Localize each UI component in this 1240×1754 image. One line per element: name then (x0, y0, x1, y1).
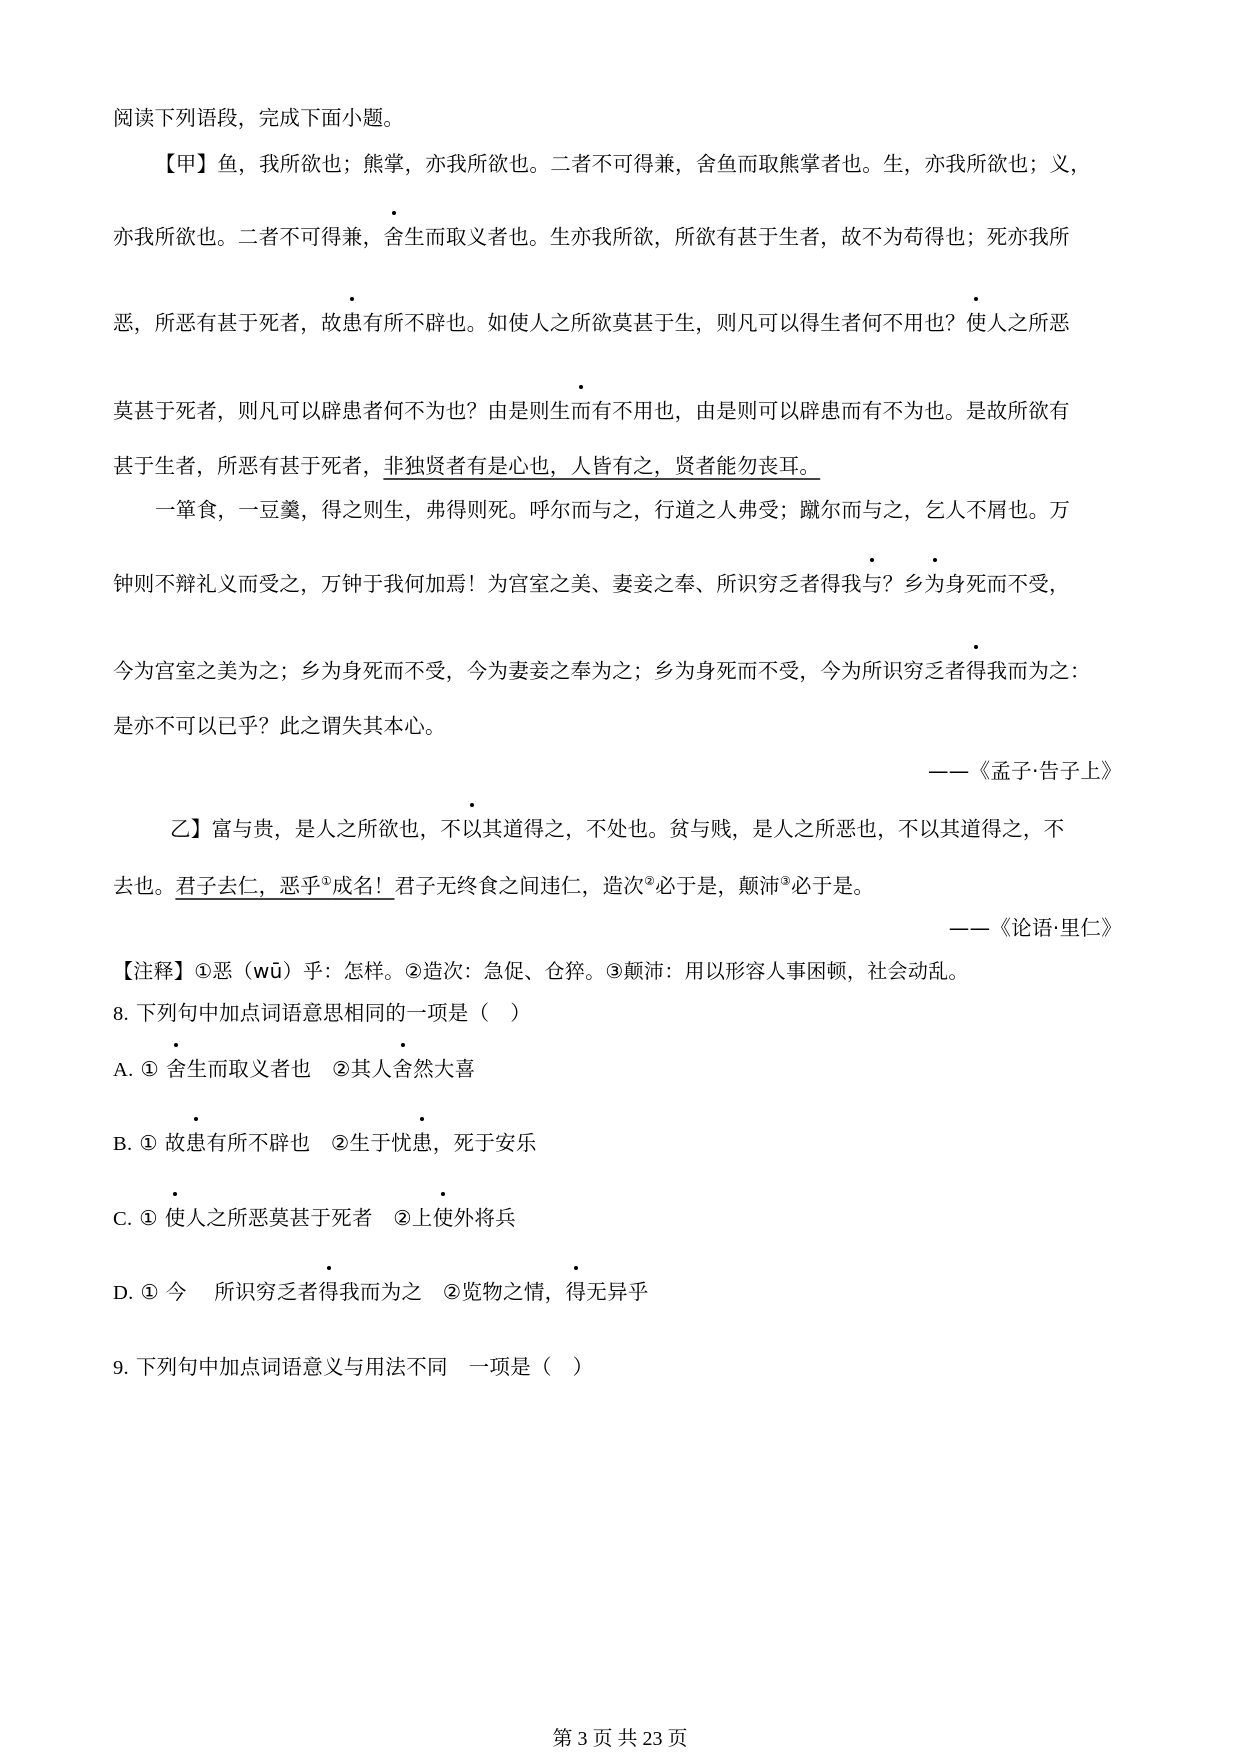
passage-jia-line-9: 是亦不可以已乎？此之谓失其本心。 (113, 714, 446, 738)
emphasis-dot-word: 使 (966, 308, 987, 338)
option-d[interactable]: D. ① 今 所识穷乏者得我而为之 ②览物之情，得无异乎 (113, 1277, 649, 1308)
emphasis-dot-word: 患 (412, 1128, 433, 1158)
question-number: 8. (113, 1003, 129, 1025)
annotation-notes: 【注释】①恶（wū）乎：怎样。②造次：急促、仓猝。③颠沛：用以形容人事困顿，社会动乱。 (113, 959, 969, 983)
instruction-text: 阅读下列语段，完成下面小题。 (113, 106, 405, 130)
option-label: B. (113, 1133, 133, 1155)
question-number: 9. (113, 1357, 129, 1379)
option-b[interactable]: B. ① 故患有所不辟也 ②生于忧患，死于安乐 (113, 1128, 537, 1159)
source-citation-analects: ——《论语·里仁》 (948, 916, 1122, 940)
underlined-sentence: 非独贤者有是心也，人皆有之，贤者能勿丧耳。 (383, 454, 821, 478)
option-label: A. (113, 1059, 134, 1081)
question-stem: 下列句中加点词语意思相同的一项是（ ） (135, 1001, 532, 1025)
emphasis-dot-word: 得 (966, 656, 987, 686)
passage-jia-line-6: 一箪食，一豆羹，得之则生，弗得则死。呼尔而与之，行道之人弗受；蹴尔而与之，乞人不屑也。万 (155, 498, 1071, 522)
emphasis-dot-word: 得 (318, 1277, 339, 1307)
underlined-sentence: 君子去仁，恶乎①成名！ (175, 874, 395, 898)
question-stem: 下列句中加点词语意义与用法不同 一项是（ ） (135, 1355, 594, 1379)
passage-jia-line-8: 今为宫室之美为之；乡为身死而不受，今为妻妾之奉为之；乡为身死而不受，今为所识穷乏者得我而为之： (113, 656, 1091, 686)
emphasis-dot-word: 使 (165, 1203, 186, 1233)
source-citation-mencius: ——《孟子·告子上》 (927, 759, 1122, 783)
option-label: C. (113, 1208, 133, 1230)
page-footer: 第 3 页 共 23 页 (552, 1728, 688, 1750)
passage-jia-line-1: 【甲】鱼，我所欲也；熊掌，亦我所欲也。二者不可得兼，舍鱼而取熊掌者也。生，亦我所欲也；义， (155, 152, 1092, 176)
emphasis-dot-word: 舍 (392, 1054, 413, 1084)
option-a[interactable]: A. ① 舍生而取义者也 ②其人舍然大喜 (113, 1054, 475, 1085)
emphasis-dot-word: 与 (862, 569, 883, 599)
footnote-marker-1: ① (321, 874, 333, 888)
emphasis-dot-word: 患 (186, 1128, 207, 1158)
passage-yi-line-2: 去也。君子去仁，恶乎①成名！君子无终食之间违仁，造次②必于是，颠沛③必于是。 (113, 874, 875, 898)
option-label: D. (113, 1282, 134, 1304)
passage-label-jia: 【甲】 (155, 152, 218, 176)
question-9 (113, 1352, 593, 1383)
footnote-marker-3: ③ (779, 874, 792, 888)
emphasis-dot-word: 得 (565, 1277, 586, 1307)
emphasis-dot-word: 舍 (166, 1054, 187, 1084)
emphasis-dot-word: 为 (924, 569, 945, 599)
passage-jia-line-2: 亦我所欲也。二者不可得兼，舍生而取义者也。生亦我所欲，所欲有甚于生者，故不为苟得也；死亦我所 (113, 222, 1070, 252)
passage-jia-line-4: 莫甚于死者，则凡可以辟患者何不为也？由是则生而有不用也，由是则可以辟患而有不为也。是故所欲有 (113, 396, 1070, 426)
question-8 (113, 998, 531, 1029)
passage-jia-line-5: 甚于生者，所恶有甚于死者，非独贤者有是心也，人皆有之，贤者能勿丧耳。 (113, 454, 821, 478)
passage-jia-line-7: 钟则不辩礼义而受之，万钟于我何加焉！为宫室之美、妻妾之奉、所识穷乏者得我与？乡为身死而不受， (113, 569, 1070, 599)
emphasis-dot-word: 以 (461, 814, 482, 844)
emphasis-dot-word: 舍 (383, 222, 404, 252)
emphasis-dot-word: 患 (342, 308, 363, 338)
passage-jia-line-3: 恶，所恶有甚于死者，故患有所不辟也。如使人之所欲莫甚于生，则凡可以得生者何不用也？使人之所恶 (113, 308, 1070, 338)
emphasis-dot-word: 而 (571, 396, 592, 426)
emphasis-dot-word: 使 (433, 1203, 454, 1233)
passage-yi-line-1: 乙】富与贵，是人之所欲也，不以其道得之，不处也。贫与贱，是人之所恶也，不以其道得之，不 (170, 814, 1064, 844)
footnote-marker-2: ② (644, 874, 656, 888)
option-c[interactable]: C. ① 使人之所恶莫甚于死者 ②上使外将兵 (113, 1203, 516, 1234)
